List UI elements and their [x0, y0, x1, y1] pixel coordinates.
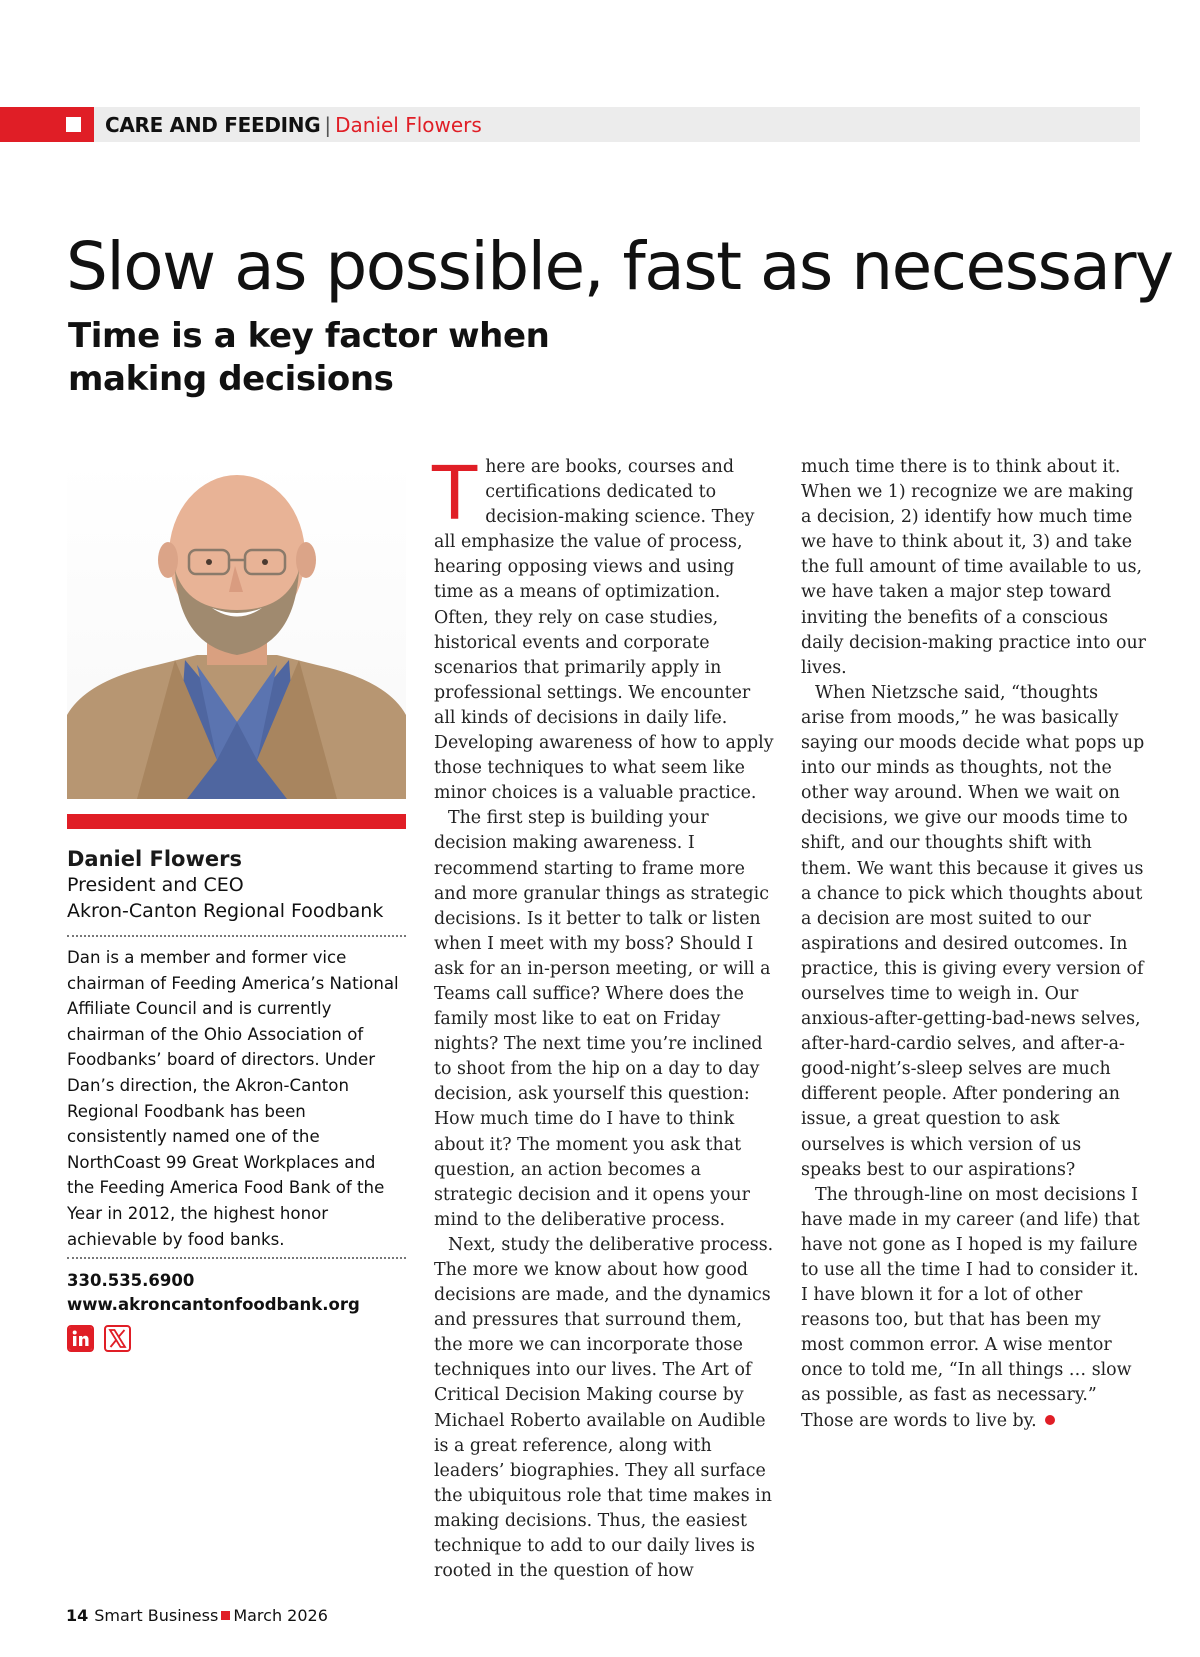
author-photo	[67, 460, 406, 799]
section-header-bar	[0, 107, 1140, 142]
article-paragraph	[801, 1183, 1146, 1434]
issue-date: March 2026	[233, 1606, 328, 1625]
footer-square-icon	[221, 1611, 230, 1620]
author-phone: 330.535.6900	[67, 1271, 195, 1290]
article-column-1	[432, 451, 774, 1584]
paragraph-text: The through-line on most decisions I have made in my career (and life) that have not gone as I hoped is my failure to use all the time I had to consider it. I have blown it for a lot of other reasons too, but that has been my most common error. A wise mentor once to told me, “In all things … slow as possible, as fast as necessary.” Those are words to live by.	[801, 1184, 1140, 1431]
header-author: Daniel Flowers	[335, 113, 482, 137]
section-header-accent	[0, 107, 94, 142]
author-title: President and CEO	[67, 874, 244, 896]
x-icon[interactable]	[104, 1325, 131, 1352]
sidebar-divider	[67, 1257, 406, 1259]
page-number: 14	[66, 1606, 89, 1625]
article-subtitle: Time is a key factor when making decisions	[68, 316, 550, 399]
section-square-icon	[66, 117, 81, 132]
section-name: CARE AND FEEDING	[105, 113, 321, 137]
paragraph-text: here are books, courses and certifications dedicated to decision-making science. They all emphasize the value of process, hearing opposing views and using time as a means of optimization. Often, they rely on case studies, historical events and corporate scenarios that primarily apply in professional settings. We encounter all kinds of decisions in daily life. Developing awareness of how to apply those techniques to what seem like minor choices is a valuable practice.	[434, 457, 774, 804]
header-separator: |	[324, 113, 332, 137]
social-links	[67, 1325, 131, 1352]
end-of-article-icon	[1045, 1415, 1055, 1425]
article-paragraph: Next, study the deliberative process. The more we know about how good decisions are made, and the dynamics and pressures that surround them, the more we can incorporate those techniques into our lives. The Art of Critical Decision Making course by Michael Roberto available on Audible is a great reference, along with leaders’ biographies. They all surface the ubiquitous role that time makes in making decisions. Thus, the easiest technique to add to our daily lives is rooted in the question of how	[434, 1234, 774, 1582]
page-footer	[66, 1606, 328, 1626]
drop-cap: T	[432, 451, 478, 537]
author-organization: Akron-Canton Regional Foodbank	[67, 900, 384, 922]
article-title: Slow as possible, fast as necessary	[66, 228, 1173, 305]
sidebar-red-bar	[67, 814, 406, 829]
linkedin-icon[interactable]	[67, 1325, 94, 1352]
sidebar-divider	[67, 935, 406, 937]
author-bio: Dan is a member and former vice chairman of Feeding America’s National Affiliate Council and is currently chairman of the Ohio Association of Foodbanks’ board of directors. Under Dan’s direction, the Akron-Canton Regional Foodbank has been consistently named one of the NorthCoast 99 Great Workplaces and the Feeding America Food Bank of the Year in 2012, the highest honor achievable by food banks.	[67, 948, 399, 1249]
article-paragraph	[432, 451, 774, 806]
section-header-text	[105, 114, 482, 136]
author-name: Daniel Flowers	[67, 847, 242, 871]
article-column-2	[801, 455, 1146, 1434]
author-website-link[interactable]: www.akroncantonfoodbank.org	[67, 1295, 360, 1314]
article-paragraph: The first step is building your decision making awareness. I recommend starting to frame more and more granular things as strategic decisions. Is it better to talk or listen when I meet with my boss? Should I ask for an in-person meeting, or will a Teams call suffice? Where does the family most like to eat on Friday nights? The next time you’re inclined to shoot from the hip on a day to day decision, ask yourself this question: How much time do I have to think about it? The moment you ask that question, an action becomes a strategic decision and it opens your mind to the deliberative process.	[434, 808, 771, 1230]
article-paragraph: much time there is to think about it. When we 1) recognize we are making a decision, 2) identify how much time we have to think about it, 3) and take the full amount of time available to us, we have taken a major step toward inviting the benefits of a conscious daily decision-making practice into our lives.	[801, 457, 1146, 678]
publication-name: Smart Business	[94, 1606, 219, 1625]
author-portrait-icon	[67, 460, 406, 799]
article-paragraph: When Nietzsche said, “thoughts arise from moods,” he was basically saying our moods decide what pops up into our minds as thoughts, not the other way around. When we wait on decisions, we give our moods time to shift, and our thoughts shift with them. We want this because it gives us a chance to pick which thoughts about a decision are most suited to our aspirations and desired outcomes. In practice, this is giving every version of ourselves time to weigh in. Our anxious-after-getting-bad-news selves, after-hard-cardio selves, and after-a-good-night’s-sleep selves are much different people. After pondering an issue, a great question to ask ourselves is which version of us speaks best to our aspirations?	[801, 682, 1145, 1180]
